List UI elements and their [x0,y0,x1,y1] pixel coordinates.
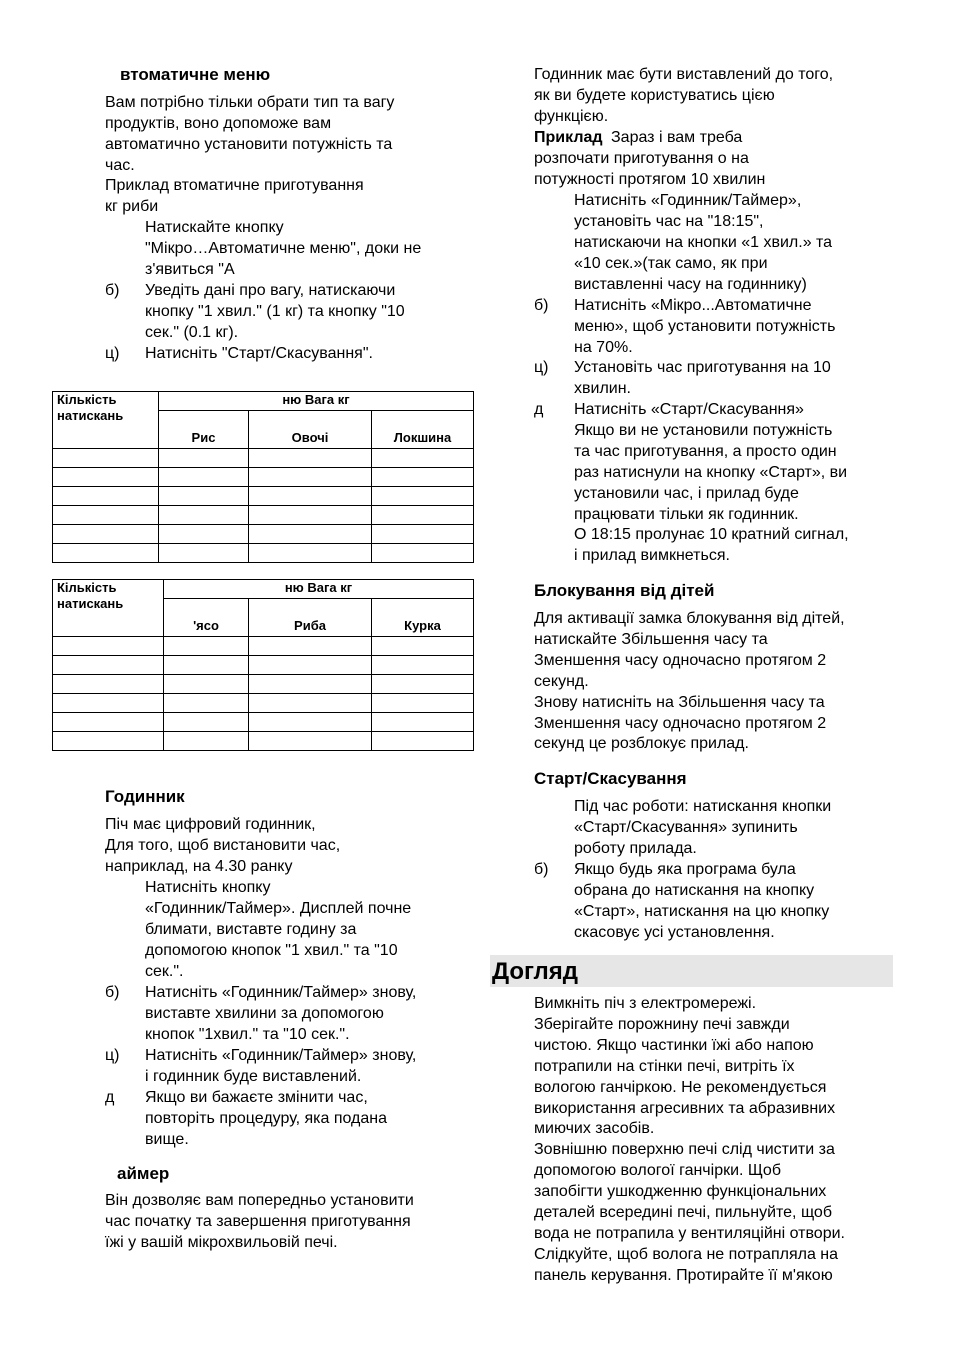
table-subheader: Локшина [372,411,474,449]
table-cell [372,637,474,656]
table-group-header: ню Вага кг [164,580,474,599]
table-subheader: Рис [159,411,249,449]
text-line: установили час, і прилад буде [574,484,799,502]
table-cell [372,713,474,732]
table-cell [372,656,474,675]
text-line: розпочати приготування о на [534,149,749,167]
table-header-count: Кількість натискань [53,392,159,449]
clock-step-c-label: ц) [105,1047,120,1064]
text-line: Зменшення часу одночасно протягом 2 [534,714,827,732]
example-line-2: кг риби [105,198,159,215]
text-line: Зменшення часу одночасно протягом 2 [534,651,827,669]
text-line: час початку та завершення приготування [105,1212,411,1230]
table-row [53,544,474,563]
text-line: кнопку "1 хвил." (1 кг) та кнопку "10 [145,302,405,320]
text-line: Під час роботи: натискання кнопки [574,798,832,815]
text-line: потрапили на стінки печі, витріть їх [534,1057,795,1075]
text-line: Зараз і вам треба [611,129,743,146]
text-line: Зовнішню поверхню печі слід чистити за [534,1141,835,1159]
text-line: обрана до натискання на кнопку [574,881,815,899]
text-line: допомогою вологої ганчірки. Щоб [534,1162,781,1180]
table-cell [249,544,372,563]
table-row [53,506,474,525]
table-cell [249,637,372,656]
table-cell [372,468,474,487]
table-cell [159,449,249,468]
text-line: Установіть час приготування на 10 [574,359,831,376]
table-cell [372,525,474,544]
text-line: Для активації замка блокування від дітей, [534,610,845,627]
example-step-b-label: б) [534,297,549,314]
text-line: «10 сек.»(так само, як при [574,254,768,272]
weight-table-1 [52,391,474,563]
table-row [53,487,474,506]
care-title: Догляд [492,958,578,985]
text-line: Якщо будь яка програма була [574,861,796,878]
text-line: натискаючи на кнопки «1 хвил.» та [574,233,833,251]
table-cell [164,656,249,675]
table-cell [249,675,372,694]
step-c-label: ц) [105,345,120,362]
text-line: Піч має цифровий годинник, [105,816,316,833]
table-cell [53,506,159,525]
table-row [53,525,474,544]
text-line: працювати тільки як годинник. [574,505,799,523]
table-cell [53,449,159,468]
text-line: Натисніть "Старт/Скасування". [145,345,373,362]
text-line: час. [105,156,135,174]
table-cell [249,525,372,544]
text-line: Слідкуйте, щоб волога не потрапляла на [534,1245,839,1263]
table-row [53,713,474,732]
table-cell [164,713,249,732]
table-subheader: Курка [372,599,474,637]
text-line: Годинник має бути виставлений до того, [534,66,834,83]
text-line: натискайте Збільшення часу та [534,630,768,648]
text-line: Вимкніть піч з електромережі. [534,995,757,1012]
table-cell [372,675,474,694]
text-line: і прилад вимкнеться. [574,547,730,565]
text-line: запобігти ушкодженню функціональних [534,1183,827,1201]
text-line: Натисніть кнопку [145,879,271,896]
table-cell [159,525,249,544]
table-cell [164,675,249,694]
clock-step-b-label: б) [105,984,120,1001]
text-line: установіть час на "18:15", [574,212,764,230]
text-line: вода не потрапила у вентиляційні отвори. [534,1224,845,1242]
start-step-b-label: б) [534,861,549,878]
table-cell [159,487,249,506]
text-line: виставте хвилини за допомогою [145,1004,384,1022]
step-b-label: б) [105,282,120,299]
example-label: Приклад [534,129,603,146]
text-line: секунд це розблокує прилад. [534,735,749,753]
text-line: наприклад, на 4.30 ранку [105,857,293,875]
text-line: Натисніть «Годинник/Таймер», [574,192,802,209]
table-cell [53,525,159,544]
table-cell [372,544,474,563]
text-line: кнопок "1хвил." та "10 сек.". [145,1025,350,1043]
table-cell [53,713,164,732]
table-cell [53,468,159,487]
text-line: повторіть процедуру, яка подана [145,1109,388,1127]
text-line: Зберігайте порожнину печі завжди [534,1015,790,1033]
text-line: Натискайте кнопку [145,219,284,236]
table-row [53,732,474,751]
text-line: сек." (0.1 кг). [145,323,239,341]
text-line: як ви будете користуватись цією [534,86,775,104]
text-line: використання агресивних та абразивних [534,1099,836,1117]
text-line: меню», щоб установити потужність [574,317,836,335]
table-cell [249,656,372,675]
text-line: хвилин. [574,379,631,397]
text-line: миючих засобів. [534,1120,655,1138]
table-row [53,656,474,675]
text-line: «Годинник/Таймер». Дисплей почне [145,899,412,917]
table-cell [159,544,249,563]
table-row [53,637,474,656]
table-row [53,449,474,468]
text-line: Натисніть «Годинник/Таймер» знову, [145,984,417,1001]
text-line: Натисніть «Старт/Скасування» [574,401,804,418]
text-line: раз натиснули на кнопку «Старт», ви [574,463,848,481]
text-line: Уведіть дані про вагу, натискаючи [145,282,396,299]
text-line: блимати, виставте годину за [145,920,357,938]
table-cell [372,694,474,713]
text-line: секунд. [534,672,589,690]
text-line: продуктів, воно допоможе вам [105,114,332,132]
table-cell [53,675,164,694]
table-cell [53,732,164,751]
table-cell [249,732,372,751]
text-line: скасовує усі установлення. [574,923,775,941]
text-line: Якщо ви бажаєте змінити час, [145,1089,368,1106]
clock-title: Годинник [105,787,185,806]
text-line: функцією. [534,107,609,125]
table-cell [249,487,372,506]
table-cell [53,656,164,675]
text-line: виставленні часу на годиннику) [574,275,807,293]
table-subheader: Риба [249,599,372,637]
text-line: О 18:15 пролунає 10 кратний сигнал, [574,526,849,544]
table-cell [249,713,372,732]
text-line: «Старт/Скасування» зупинить [574,818,798,836]
table-group-header: ню Вага кг [159,392,474,411]
text-line: автоматично установити потужність та [105,135,393,153]
start-cancel-title: Старт/Скасування [534,769,687,788]
table-header-count: Кількість натискань [53,580,164,637]
table-cell [249,449,372,468]
table-cell [164,637,249,656]
table-cell [159,468,249,487]
table-subheader: Овочі [249,411,372,449]
text-line: «Старт», натискання на цю кнопку [574,902,830,920]
text-line: та час приготування, а просто один [574,442,837,460]
example-line-1: Приклад втоматичне приготування [105,177,364,194]
table-cell [164,694,249,713]
text-line: допомогою кнопок "1 хвил." та "10 [145,941,398,959]
table-cell [53,487,159,506]
text-line: з'явиться "А [145,260,235,278]
text-line: Вам потрібно тільки обрати тип та вагу [105,94,395,111]
table-row [53,694,474,713]
text-line: панель керування. Протирайте її м'якою [534,1266,833,1284]
text-line: Натисніть «Годинник/Таймер» знову, [145,1047,417,1064]
text-line: Якщо ви не установили потужність [574,421,833,439]
text-line: їжі у вашій мікрохвильовій печі. [105,1233,338,1251]
table-row [53,468,474,487]
text-line: на 70%. [574,338,633,356]
table-cell [249,468,372,487]
text-line: Натисніть «Мікро...Автоматичне [574,297,812,314]
text-line: чистою. Якщо частинки їжі або напою [534,1036,814,1054]
table-subheader: 'ясо [164,599,249,637]
text-line: роботу прилада. [574,839,697,857]
text-line: потужності протягом 10 хвилин [534,170,766,188]
text-line: деталей всередині печі, пильнуйте, щоб [534,1204,832,1221]
table-cell [53,544,159,563]
table-cell [249,694,372,713]
text-line: вище. [145,1130,189,1148]
text-line: вологою ганчіркою. Не рекомендується [534,1078,827,1096]
table-cell [53,694,164,713]
table-cell [249,506,372,525]
example-step-d-label: д [534,401,544,418]
timer-title: аймер [117,1164,170,1183]
clock-step-d-label: д [105,1089,115,1106]
example-step-c-label: ц) [534,359,549,376]
table-cell [159,506,249,525]
child-lock-title: Блокування від дітей [534,581,715,600]
table-cell [372,732,474,751]
table-cell [372,487,474,506]
auto-menu-title: втоматичне меню [120,65,271,84]
weight-table-2 [52,579,474,751]
table-cell [372,506,474,525]
text-line: Для того, щоб вистановити час, [105,836,341,854]
table-cell [372,449,474,468]
text-line: і годинник буде виставлений. [145,1067,362,1085]
text-line: Знову натисніть на Збільшення часу та [534,693,825,711]
text-line: Він дозволяє вам попередньо установити [105,1192,414,1209]
text-line: сек.". [145,962,184,980]
text-line: "Мікро…Автоматичне меню", доки не [145,239,422,257]
table-cell [164,732,249,751]
table-row [53,675,474,694]
table-cell [53,637,164,656]
